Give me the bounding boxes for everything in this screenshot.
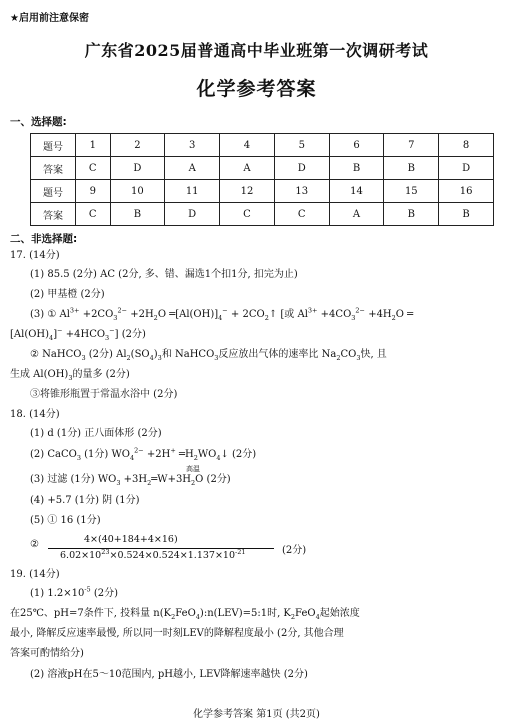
cell: B [439,203,494,226]
cell: 14 [329,180,384,203]
cell: 7 [384,134,439,157]
cell: 13 [274,180,329,203]
section-choice-heading: 一、选择题: [10,116,67,128]
formula-score: (2分) [282,545,307,556]
formula-numerator: 4×(40+184+4×16) [84,534,178,545]
exam-title: 广东省2025届普通高中毕业班第一次调研考试 [84,41,429,60]
cell: 6 [329,134,384,157]
reaction-condition: 高温 [186,465,200,473]
q17-answer-3-eq: (3) ① $Al^{3+} +2CO_3^{2-} +2H_2O$ $═[Al(OH)]_4^-$ + $2CO_2↑$ [或 $Al^{3+} +4CO_3^{2-} +4H_2O$ ═ [30,306,414,322]
q18-answer-5: (5) ① 16 (1分) [30,515,101,526]
row-label: 答案 [31,203,76,226]
cell: 8 [439,134,494,157]
cell: B [384,203,439,226]
table-row [31,157,494,180]
q17-answer-3-3: ③将锥形瓶置于常温水浴中 (2分) [30,389,178,400]
q17-answer-3-2: ② NaHCO$_3$ (2分) $Al_2(SO_4)_3$和 NaHCO$_3$反应放出气体的速率比 $Na_2CO_3$快, 且 [30,349,387,362]
row-label: 题号 [31,180,76,203]
cell: 2 [110,134,165,157]
doc-title: 化学参考答案 [196,78,317,100]
q18-answer-2: (2) CaCO$_3$ (1分) $WO_4^{2-} +2H^+$ $═H_2WO_4↓$ (2分) [30,446,257,462]
cell: C [220,203,275,226]
q17-answer-1: (1) 85.5 (2分) AC (2分, 多、错、漏选1个扣1分, 扣完为止) [30,269,298,280]
cell: 5 [274,134,329,157]
cell: 11 [165,180,220,203]
q19-heading: 19. (14分) [10,569,60,580]
q19-explanation-3: 答案可酌情给分) [10,648,84,659]
cell: 10 [110,180,165,203]
q18-heading: 18. (14分) [10,409,60,420]
cell: B [110,203,165,226]
row-label: 答案 [31,157,76,180]
cell: 15 [384,180,439,203]
cell: 12 [220,180,275,203]
q18-answer-1: (1) d (1分) 正八面体形 (2分) [30,428,162,439]
section-nonchoice-heading: 二、非选择题: [10,233,78,245]
cell: A [220,157,275,180]
formula-denominator: $6.02\times 10^{23}\times 0.524\times 0.524\times 1.137\times 10^{-21}$ [60,547,246,561]
cell: D [110,157,165,180]
q19-explanation-2: 最小, 降解反应速率最慢, 所以同一时刻LEV的降解程度最小 (2分, 其他合理 [10,628,344,639]
table-row [31,134,494,157]
cell: 4 [220,134,275,157]
cell: 3 [165,134,220,157]
cell: D [165,203,220,226]
table-row [31,203,494,226]
q19-explanation-1: 在25℃、pH=7条件下, 投料量 $n(K_2FeO_4):n(LEV)=5:1$时, $K_2FeO_4$起始浓度 [10,608,360,621]
cell: 16 [439,180,494,203]
cell: 9 [76,180,111,203]
cell: C [76,203,111,226]
q19-answer-1: (1) $1.2\times 10^{-5}$ (2分) [30,585,119,599]
confidential-notice: ★启用前注意保密 [10,13,89,24]
q17-answer-3-eq-cont: $[Al(OH)_4]^- +4HCO_3^-$] (2分) [10,326,146,342]
q18-answer-3: (3) 过滤 (1分) $WO_3$ $+3H_2═W+3H_2O$ (2分) [30,474,231,487]
row-label: 题号 [31,134,76,157]
cell: 1 [76,134,111,157]
q18-answer-5-2-label: ② [30,539,39,550]
page-footer: 化学参考答案 第1页 (共2页) [193,709,320,720]
cell: D [439,157,494,180]
q18-answer-4: (4) +5.7 (1分) 阴 (1分) [30,495,140,506]
q17-answer-3-2-cont: 生成 $Al(OH)_3$的量多 (2分) [10,369,130,382]
answer-table [30,133,494,226]
table-row [31,180,494,203]
cell: B [329,157,384,180]
cell: C [274,203,329,226]
cell: A [329,203,384,226]
cell: A [165,157,220,180]
cell: C [76,157,111,180]
q19-answer-2: (2) 溶液pH在5～10范围内, pH越小, LEV降解速率越快 (2分) [30,669,308,680]
q17-answer-2: (2) 甲基橙 (2分) [30,289,105,300]
q17-heading: 17. (14分) [10,250,60,261]
cell: D [274,157,329,180]
cell: B [384,157,439,180]
